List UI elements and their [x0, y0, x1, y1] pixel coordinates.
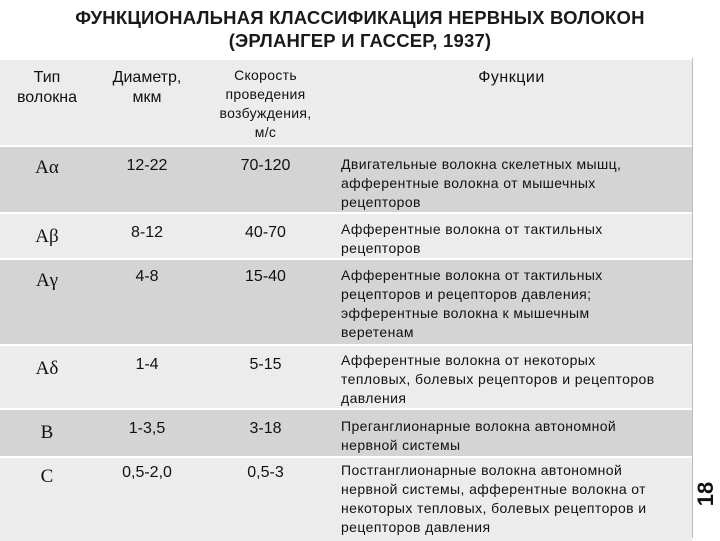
speed-cell: 5-15 — [200, 345, 331, 409]
header-functions: Функции — [331, 60, 692, 146]
table-row — [0, 457, 692, 541]
functions-cell: Преганглионарные волокна автономной нервной системы — [331, 409, 692, 457]
fiber-type-cell: B — [0, 409, 94, 457]
diameter-cell: 4-8 — [94, 259, 200, 345]
title-line-2: (ЭРЛАНГЕР И ГАССЕР, 1937) — [228, 30, 492, 51]
functions-cell: Афферентные волокна от тактильных рецепторов и рецепторов давления; эфферентные волокна к мышечным веретенам — [331, 259, 692, 345]
fiber-type-cell: C — [0, 457, 94, 541]
speed-cell: 0,5-3 — [200, 457, 331, 541]
fiber-type-cell: Aδ — [0, 345, 94, 409]
page-number-text: 18 — [693, 481, 718, 507]
fiber-classification-table — [0, 60, 692, 541]
fiber-type-cell: Aα — [0, 146, 94, 213]
speed-cell: 15-40 — [200, 259, 331, 345]
functions-cell: Постганглионарные волокна автономной нервной системы, афферентные волокна от некоторых тепловых, болевых рецепторов и рецепторов давления — [331, 457, 692, 541]
fiber-type-cell: Aγ — [0, 259, 94, 345]
page-number — [692, 448, 720, 540]
fiber-type-cell: Aβ — [0, 213, 94, 259]
title-line-1: ФУНКЦИОНАЛЬНАЯ КЛАССИФИКАЦИЯ НЕРВНЫХ ВОЛОКОН — [75, 7, 645, 28]
table-row — [0, 146, 692, 213]
speed-cell: 70-120 — [200, 146, 331, 213]
functions-cell: Афферентные волокна от тактильных рецепторов — [331, 213, 692, 259]
speed-cell: 40-70 — [200, 213, 331, 259]
table-row — [0, 259, 692, 345]
table-row — [0, 213, 692, 259]
functions-cell: Афферентные волокна от некоторых тепловых, болевых рецепторов и рецепторов давления — [331, 345, 692, 409]
diameter-cell: 1-4 — [94, 345, 200, 409]
header-diameter: Диаметр, мкм — [94, 60, 200, 146]
page-title — [0, 6, 720, 52]
functions-cell: Двигательные волокна скелетных мышц, афферентные волокна от мышечных рецепторов — [331, 146, 692, 213]
diameter-cell: 0,5-2,0 — [94, 457, 200, 541]
diameter-cell: 1-3,5 — [94, 409, 200, 457]
header-conduction-speed: Скорость проведения возбуждения, м/с — [200, 60, 331, 146]
header-fiber-type: Тип волокна — [0, 60, 94, 146]
table-row — [0, 345, 692, 409]
diameter-cell: 12-22 — [94, 146, 200, 213]
diameter-cell: 8-12 — [94, 213, 200, 259]
table-header-row — [0, 60, 692, 146]
table-row — [0, 409, 692, 457]
speed-cell: 3-18 — [200, 409, 331, 457]
